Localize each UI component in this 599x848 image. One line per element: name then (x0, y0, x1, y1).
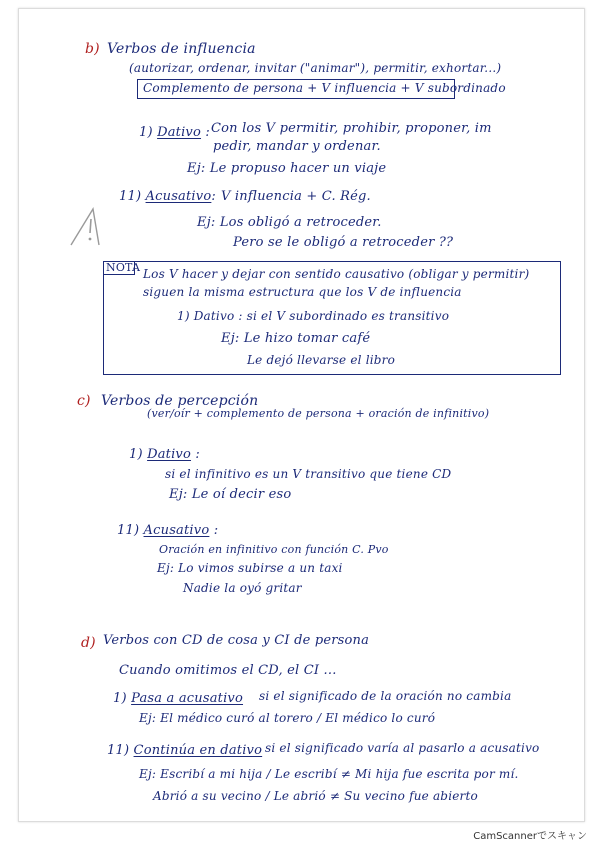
c-acusativo-text: Oración en infinitivo con función C. Pvo (159, 543, 389, 556)
d-item-1-example: Ej: El médico curó al torero / El médico lo curó (139, 711, 436, 725)
d-item-2-example-2: Abrió a su vecino / Le abrió ≠ Su vecino fue abierto (153, 789, 478, 803)
section-d-letter: d) (81, 635, 96, 651)
d-item-2-label: 11) Continúa en dativo (107, 743, 263, 758)
nota-label: NOTA (106, 261, 141, 274)
d-item-1-text: si el significado de la oración no cambia (259, 689, 512, 703)
d-item-2-text: si el significado varía al pasarlo a acusativo (265, 741, 540, 755)
d-item-1-label: 1) Pasa a acusativo (113, 691, 244, 706)
nota-dativo: 1) Dativo : si el V subordinado es transitivo (177, 309, 450, 323)
section-c-letter: c) (77, 393, 91, 409)
c-dativo-example: Ej: Le oí decir eso (169, 487, 292, 502)
c-dativo-label: 1) Dativo : (129, 447, 200, 462)
section-b-subtitle: (autorizar, ordenar, invitar ("animar"), permitir, exhortar...) (129, 61, 502, 75)
scanner-watermark: CamScannerでスキャン (473, 831, 587, 842)
b-dativo-text-2: pedir, mandar y ordenar. (213, 139, 381, 154)
section-b-heading: Verbos de influencia (107, 41, 256, 57)
b-pero-text: Pero se le obligó a retroceder ?? (233, 235, 454, 250)
section-b-letter: b) (85, 41, 100, 57)
nota-example-1: Ej: Le hizo tomar café (221, 331, 371, 346)
b-acusativo-text: V influencia + C. Rég. (221, 189, 371, 204)
nota-text-1: Los V hacer y dejar con sentido causativo (obligar y permitir) (143, 267, 530, 281)
b-dativo-text-1: Con los V permitir, prohibir, proponer, im (211, 121, 492, 136)
b-acusativo-example: Ej: Los obligó a retroceder. (197, 215, 382, 230)
b-dativo-example: Ej: Le propuso hacer un viaje (187, 161, 387, 176)
d-item-2-example-1: Ej: Escribí a mi hija / Le escribí ≠ Mi hija fue escrita por mí. (139, 767, 519, 781)
section-c-subtitle: (ver/oír + complemento de persona + oración de infinitivo) (147, 407, 490, 420)
b-dativo-label: 1) Dativo : (139, 125, 210, 140)
section-c-heading: Verbos de percepción (101, 393, 259, 409)
b-acusativo-label: 11) Acusativo: (119, 189, 216, 204)
c-acusativo-label: 11) Acusativo : (117, 523, 219, 538)
c-dativo-text: si el infinitivo es un V transitivo que tiene CD (165, 467, 452, 481)
formula-text: Complemento de persona + V influencia + V subordinado (143, 81, 506, 95)
scanned-page (18, 8, 585, 822)
nota-example-2: Le dejó llevarse el libro (247, 353, 396, 367)
d-intro: Cuando omitimos el CD, el CI ... (119, 663, 337, 678)
nota-text-2: siguen la misma estructura que los V de influencia (143, 285, 462, 299)
warning-triangle-icon (63, 205, 127, 251)
c-acusativo-example-1: Ej: Lo vimos subirse a un taxi (157, 561, 343, 575)
section-d-heading: Verbos con CD de cosa y CI de persona (103, 633, 370, 648)
c-acusativo-example-2: Nadie la oyó gritar (183, 581, 302, 595)
